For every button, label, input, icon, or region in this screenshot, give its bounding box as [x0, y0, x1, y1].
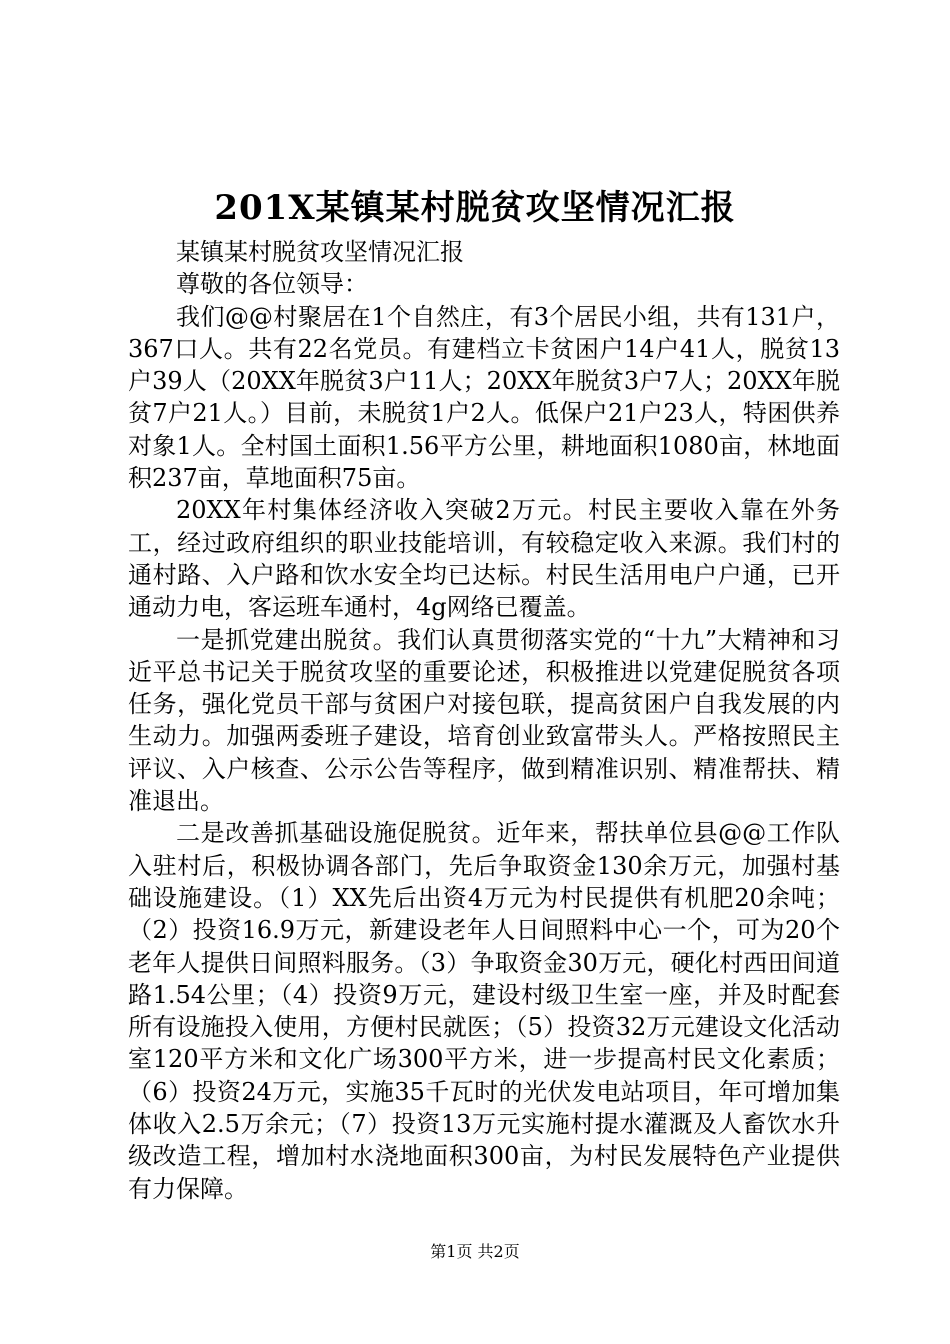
document-title: 201X某镇某村脱贫攻坚情况汇报 — [214, 188, 736, 228]
document-body — [128, 236, 840, 1205]
paragraph-economy: 20XX年村集体经济收入突破2万元。村民主要收入靠在外务工，经过政府组织的职业技能培训，有较稳定收入来源。我们村的通村路、入户路和饮水安全均已达标。村民生活用电户户通，已开通动力电，客运班车通村，4g网络已覆盖。 — [128, 496, 840, 622]
paragraph-party-building: 一是抓党建出脱贫。我们认真贯彻落实党的“十九”大精神和习近平总书记关于脱贫攻坚的重要论述，积极推进以党建促脱贫各项任务，强化党员干部与贫困户对接包联，提高贫困户自我发展的内生动力。加强两委班子建设，培育创业致富带头人。严格按照民主评议、入户核查、公示公告等程序，做到精准识别、精准帮扶、精准退出。 — [128, 625, 840, 816]
paragraph-infrastructure: 二是改善抓基础设施促脱贫。近年来，帮扶单位县@@工作队入驻村后，积极协调各部门，先后争取资金130余万元，加强村基础设施建设。（1）XX先后出资4万元为村民提供有机肥20余吨；（2）投资16.9万元，新建设老年人日间照料中心一个，可为20个老年人提供日间照料服务。（3）争取资金30万元，硬化村西田间道路1.54公里；（4）投资9万元，建设村级卫生室一座，并及时配套所有设施投入使用，方便村民就医；（5）投资32万元建设文化活动室120平方米和文化广场300平方米，进一步提高村民文化素质；（6）投资24万元，实施35千瓦时的光伏发电站项目，年可增加集体收入2.5万余元；（7）投资13万元实施村提水灌溉及人畜饮水升级改造工程，增加村水浇地面积300亩，为村民发展特色产业提供有力保障。 — [128, 819, 840, 1203]
page-footer: 第1页 共2页 — [430, 1242, 520, 1261]
paragraph-subtitle: 某镇某村脱贫攻坚情况汇报 — [176, 238, 464, 266]
paragraph-salutation: 尊敬的各位领导： — [176, 270, 368, 299]
paragraph-village-overview: 我们@@村聚居在1个自然庄，有3个居民小组，共有131户，367口人。共有22名党员。有建档立卡贫困户14户41人，脱贫13户39人（20XX年脱贫3户11人；20XX年脱贫3户7人；20XX年脱贫7户21人。）目前，未脱贫1户2人。低保户21户23人，特困供养对象1人。全村国土面积1.56平方公里，耕地面积1080亩，林地面积237亩，草地面积75亩。 — [128, 302, 840, 493]
